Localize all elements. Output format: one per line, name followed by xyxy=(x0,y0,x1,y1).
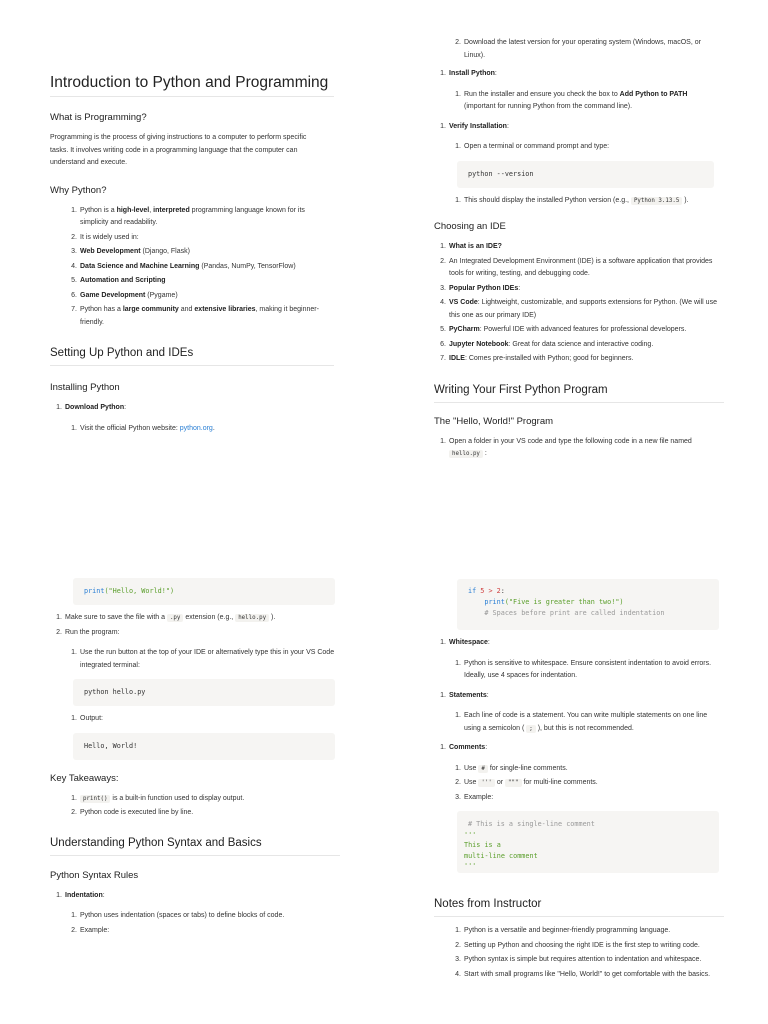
list-item: 4. VS Code: Lightweight, customizable, and supports extensions for Python. (We will use this one as our primary IDE) xyxy=(440,299,717,319)
comments-sublist xyxy=(455,763,724,805)
list-item: 2. Use ''' or """ for multi-line comments. xyxy=(455,779,598,786)
syntax-heading: Understanding Python Syntax and Basics xyxy=(50,836,340,856)
list-item: 1. Run the installer and ensure you check the box to Add Python to PATH (important for running Python from the command line). xyxy=(455,90,688,110)
list-item: 1. print() is a built-in function used to display output. xyxy=(71,794,245,802)
install-heading: Installing Python xyxy=(50,382,120,393)
list-item: 5. PyCharm: Powerful IDE with advanced features for professional developers. xyxy=(440,326,687,333)
list-item: 1. Open a terminal or command prompt and type: xyxy=(455,143,610,150)
list-item: 1. Python is sensitive to whitespace. Ensure consistent indentation to avoid errors. Ideally, use 4 spaces for indentation. xyxy=(455,659,712,679)
hello-list xyxy=(440,436,719,461)
list-item: 1. Verify Installation: xyxy=(440,122,509,130)
page-3-content xyxy=(50,578,340,937)
page-1 xyxy=(0,0,384,512)
ide-heading: Choosing an IDE xyxy=(434,221,506,232)
statements-sublist xyxy=(455,710,722,735)
whitespace-list xyxy=(440,637,724,650)
page-1-content xyxy=(50,73,334,435)
download-sublist xyxy=(71,423,334,436)
list-item: 5. Automation and Scripting xyxy=(71,277,166,284)
page-2 xyxy=(384,0,768,512)
list-item: 1. Each line of code is a statement. You can write multiple statements on one line using a semicolon ( ; ), but this is not recommended. xyxy=(455,712,708,732)
list-item: 6. Game Development (Pygame) xyxy=(71,291,178,299)
hello-code-block: print("Hello, World!") xyxy=(73,578,335,605)
list-item: 1. Comments: xyxy=(440,744,488,751)
ide-list xyxy=(440,241,719,366)
filename-code: hello.py xyxy=(449,450,483,458)
verify-list xyxy=(440,121,724,134)
list-item: 6. Jupyter Notebook: Great for data science and interactive coding. xyxy=(440,340,654,348)
list-item: 1. This should display the installed Python version (e.g., Python 3.13.5 ). xyxy=(455,196,689,204)
page-4 xyxy=(384,512,768,1024)
notes-list xyxy=(455,925,719,981)
verify-code-block: python --version xyxy=(457,161,714,188)
page-2-content xyxy=(434,37,724,461)
run-list xyxy=(56,612,335,639)
list-item: 1. Whitespace: xyxy=(440,639,490,646)
key-list xyxy=(71,793,340,820)
list-item: 1. Install Python: xyxy=(440,70,497,77)
rules-heading: Python Syntax Rules xyxy=(50,869,139,881)
if-code-block: if 5 > 2: print("Five is greater than two!") # Spaces before print are called indentation xyxy=(457,579,719,630)
hello-heading: The "Hello, World!" Program xyxy=(434,415,554,427)
list-item: 1. What is an IDE? xyxy=(440,243,502,250)
python-org-link[interactable]: python.org xyxy=(179,424,213,432)
list-item: 1. Make sure to save the file with a .py extension (e.g., hello.py ). xyxy=(56,614,276,621)
page-title: Introduction to Python and Programming xyxy=(50,73,334,97)
whitespace-sublist xyxy=(455,658,719,683)
list-item: 1. Use the run button at the top of your IDE or alternatively type this in your VS Code integrated terminal: xyxy=(71,649,335,669)
list-item: 3. Popular Python IDEs: xyxy=(440,284,521,292)
notes-heading: Notes from Instructor xyxy=(434,897,724,917)
list-item: 1. Python uses indentation (spaces or tabs) to define blocks of code. xyxy=(71,912,285,919)
page-4-content xyxy=(434,579,724,981)
list-item: 1. Output: xyxy=(71,715,103,722)
what-body: Programming is the process of giving instructions to a computer to perform specific tasks. It involves writing code in a programming language that the computer can understand and execute. xyxy=(50,134,307,166)
comments-list xyxy=(440,742,724,755)
version-code: Python 3.13.5 xyxy=(631,197,682,205)
run-code-block: python hello.py xyxy=(73,679,335,706)
list-item: 1. Indentation: xyxy=(56,891,105,899)
first-program-heading: Writing Your First Python Program xyxy=(434,383,724,403)
list-item: 2. An Integrated Development Environment (IDE) is a software application that provides tools for writing, testing, and debugging code. xyxy=(440,257,713,277)
list-item: 1. Download Python: xyxy=(56,404,127,411)
install-sublist xyxy=(455,89,719,114)
list-item: 7. IDLE: Comes pre-installed with Python; good for beginners. xyxy=(440,355,634,362)
list-item: 3. Web Development (Django, Flask) xyxy=(71,248,190,255)
list-item: 1. Use # for single-line comments. xyxy=(455,764,568,772)
run-sublist xyxy=(71,647,335,672)
what-heading: What is Programming? xyxy=(50,112,147,123)
list-item: 7. Python has a large community and extensive libraries, making it beginner-friendly. xyxy=(71,306,319,326)
indent-sublist xyxy=(71,910,340,937)
list-item: 1. Python is a versatile and beginner-friendly programming language. xyxy=(455,927,671,934)
list-item: 1. Python is a high-level, interpreted programming language known for its simplicity and readability. xyxy=(71,206,305,226)
list-item: 1. Open a folder in your VS code and type the following code in a new file named hello.py : xyxy=(440,437,692,457)
list-item: 4. Data Science and Machine Learning (Pandas, NumPy, TensorFlow) xyxy=(71,262,296,270)
display-list xyxy=(455,195,724,208)
verify-sublist xyxy=(455,141,724,154)
list-item: 2. Example: xyxy=(71,926,110,934)
why-list xyxy=(71,205,335,330)
list-item: 3. Example: xyxy=(455,793,494,801)
statements-list xyxy=(440,690,724,703)
install-list xyxy=(56,402,334,415)
list-item: 4. Start with small programs like "Hello, World!" to get comfortable with the basics. xyxy=(455,970,711,978)
download-sublist-cont xyxy=(455,37,719,62)
comment-code-block: # This is a single-line comment ''' This is a multi-line comment ''' xyxy=(457,811,719,873)
list-item: 2. It is widely used in: xyxy=(71,233,139,241)
output-code-block: Hello, World! xyxy=(73,733,335,760)
why-heading: Why Python? xyxy=(50,184,107,196)
list-item: 2. Python code is executed line by line. xyxy=(71,809,194,816)
list-item: 1. Visit the official Python website: python.org. xyxy=(71,424,215,432)
rules-list xyxy=(56,890,340,903)
output-list xyxy=(71,713,340,726)
page-3 xyxy=(0,512,384,1024)
list-item: 3. Python syntax is simple but requires attention to indentation and whitespace. xyxy=(455,956,702,963)
list-item: 2. Run the program: xyxy=(56,628,120,636)
setup-heading: Setting Up Python and IDEs xyxy=(50,346,334,366)
list-item: 1. Statements: xyxy=(440,691,489,699)
key-takeaways-heading: Key Takeaways: xyxy=(50,772,119,784)
list-item: 2. Download the latest version for your operating system (Windows, macOS, or Linux). xyxy=(455,39,701,59)
list-item: 2. Setting up Python and choosing the right IDE is the first step to writing code. xyxy=(455,941,700,949)
install-list-2 xyxy=(440,68,724,81)
